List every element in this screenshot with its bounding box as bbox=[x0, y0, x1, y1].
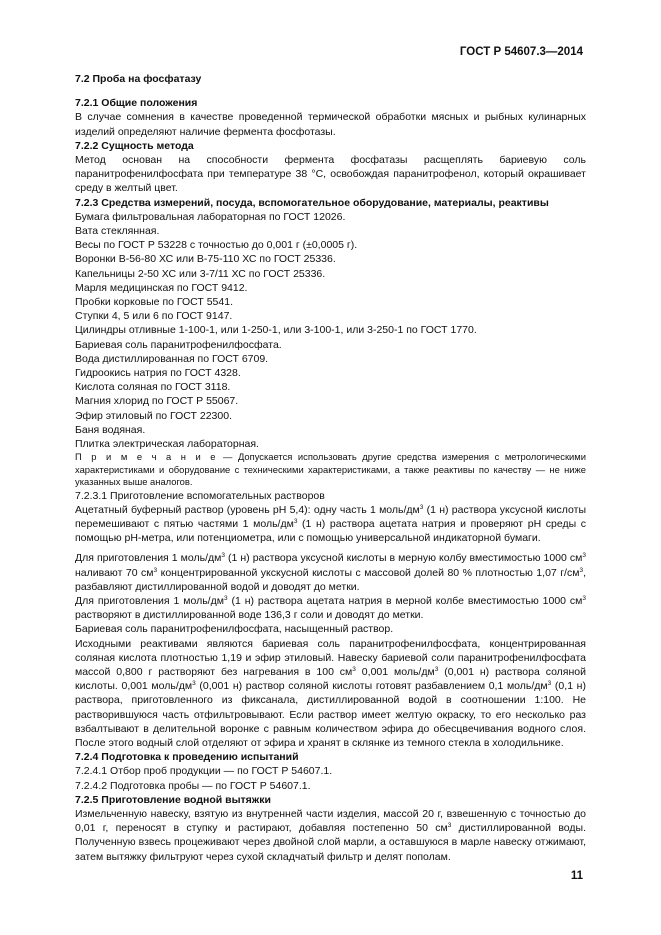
paragraph-7-2-4-1: 7.2.4.1 Отбор проб продукции — по ГОСТ Р 54607.1. bbox=[75, 765, 333, 778]
list-item: Пробки корковые по ГОСТ 5541. bbox=[75, 296, 233, 309]
paragraph-barium-salt: Бариевая соль паранитрофенилфосфата, насыщенный раствор. bbox=[75, 623, 394, 636]
section-title: 7.2 Проба на фосфатазу bbox=[75, 73, 202, 85]
heading-7-2-1: 7.2.1 Общие положения bbox=[75, 97, 198, 110]
list-item: Весы по ГОСТ Р 53228 с точностью до 0,001 г (±0,0005 г). bbox=[75, 239, 358, 252]
list-item: Цилиндры отливные 1-100-1, или 1-250-1, или 3-100-1, или 3-250-1 по ГОСТ 1770. bbox=[75, 324, 477, 337]
paragraph-acetate-buffer: Ацетатный буферный раствор (уровень рН 5,4): одну часть 1 моль/$дм^3$ (1 н) раствора уксусной кислоты перемешивают с пятью частями 1 моль/$дм^3$ (1 н) раствора ацетата натрия и проверяют рН среды с помощью рН-метра, или потенциометра, или с помощью универсальной индикаторной бумаги. bbox=[75, 503, 587, 545]
note-text: — Допускается использовать другие средства измерения с метрологическими характеристиками и оборудование с техническими характеристиками, а также реактивы по качеству — не ниже указанных выше аналогов. bbox=[75, 451, 586, 488]
note-label: П р и м е ч а н и е bbox=[75, 451, 218, 463]
paragraph-reagents: Исходными реактивами являются бариевая соль паранитрофенилфосфата, концентрированная соляная кислота плотностью 1,19 и эфир этиловый. Навеску бариевой соли паранитрофенилфосфата массой 0,800 г растворяют без нагревания в 100 $см^3$ 0,001 моль/$дм^3$ (0,001 н) раствора соляной кислоты. 0,001 моль/$дм^3$ (0,001 н) раствор соляной кислоты готовят разбавлением 0,1 моль/$дм^3$ (0,1 н) раствора, приготовленного из фиксанала, дистиллированной водой в соотношении 1:100. Не растворившуюся часть отфильтровывают. Если раствор имеет желтую окраску, то его несколько раз взбалтывают в делительной воронке с равным количеством эфира до обесцвечивания водного слоя. После этого водный слой отделяют от эфира и хранят в склянке из темного стекла в холодильнике. bbox=[75, 637, 586, 749]
list-item: Капельницы 2-50 ХС или 3-7/11 ХС по ГОСТ 25336. bbox=[75, 267, 326, 280]
paragraph-7-2-5: Измельченную навеску, взятую из внутренней части изделия, массой 20 г, взвешенную с точностью до 0,01 г, переносят в ступку и растирают, добавляя постепенно 50 $см^3$ дистиллированной воды. Полученную взвесь процеживают через двойной слой марли, а оставшуюся в марле навеску отжимают, затем вытяжку фильтруют через сухой складчатый фильтр и делят пополам. bbox=[75, 807, 586, 863]
list-item: Плитка электрическая лабораторная. bbox=[75, 438, 259, 451]
heading-7-2-3: 7.2.3 Средства измерений, посуда, вспомогательное оборудование, материалы, реактивы bbox=[75, 196, 549, 209]
list-item: Бумага фильтровальная лабораторная по ГОСТ 12026. bbox=[75, 210, 346, 223]
paragraph-acetic-acid: Для приготовления 1 моль/$дм^3$ (1 н) раствора уксусной кислоты в мерную колбу вместимостью 1000 $см^3$ наливают 70 $см^3$ концентрированной укскусной кислоты с массовой долей 80 % плотностью 1,07 $г/см^3$, разбавляют дистиллированной водой и доводят до метки. bbox=[75, 552, 586, 593]
paragraph-7-2-4-2: 7.2.4.2 Подготовка пробы — по ГОСТ Р 54607.1. bbox=[75, 779, 311, 792]
list-item: Ступки 4, 5 или 6 по ГОСТ 9147. bbox=[75, 310, 233, 323]
heading-7-2-4: 7.2.4 Подготовка к проведению испытаний bbox=[75, 751, 299, 764]
paragraph-sodium-acetate: Для приготовления 1 моль/$дм^3$ (1 н) раствора ацетата натрия в мерной колбе вместимостью 1000 $см^3$ растворяют в дистиллированной воде 136,3 г соли и доводят до метки. bbox=[75, 594, 586, 622]
heading-7-2-3-1: 7.2.3.1 Приготовление вспомогательных растворов bbox=[75, 489, 325, 502]
document-header: ГОСТ Р 54607.3—2014 bbox=[459, 46, 583, 58]
list-item: Марля медицинская по ГОСТ 9412. bbox=[75, 281, 248, 294]
page-content bbox=[75, 72, 586, 864]
list-item: Вода дистиллированная по ГОСТ 6709. bbox=[75, 352, 269, 365]
list-item: Кислота соляная по ГОСТ 3118. bbox=[75, 381, 231, 394]
heading-7-2-2: 7.2.2 Сущность метода bbox=[75, 139, 194, 152]
list-item: Эфир этиловый по ГОСТ 22300. bbox=[75, 409, 232, 422]
list-item: Магния хлорид по ГОСТ Р 55067. bbox=[75, 395, 239, 408]
page-number: 11 bbox=[570, 870, 583, 882]
list-item: Бариевая соль паранитрофенилфосфата. bbox=[75, 338, 282, 351]
list-item: Баня водяная. bbox=[75, 423, 146, 436]
paragraph-7-2-2: Метод основан на способности фермента фосфатазы расщеплять бариевую соль паранитрофенилфосфата при температуре 38 °С, освобождая паранитрофенол, который окрашивает среду в желтый цвет. bbox=[75, 154, 586, 195]
list-item: Воронки В-56-80 ХС или В-75-110 ХС по ГОСТ 25336. bbox=[75, 253, 336, 266]
list-item: Вата стеклянная. bbox=[75, 225, 160, 238]
materials-list bbox=[75, 210, 586, 451]
heading-7-2-5: 7.2.5 Приготовление водной вытяжки bbox=[75, 793, 271, 806]
paragraph-7-2-1: В случае сомнения в качестве проведенной термической обработки мясных и рыбных кулинарных изделий определяют наличие фермента фосфотазы. bbox=[75, 111, 586, 138]
list-item: Гидроокись натрия по ГОСТ 4328. bbox=[75, 367, 241, 380]
note bbox=[75, 451, 586, 488]
